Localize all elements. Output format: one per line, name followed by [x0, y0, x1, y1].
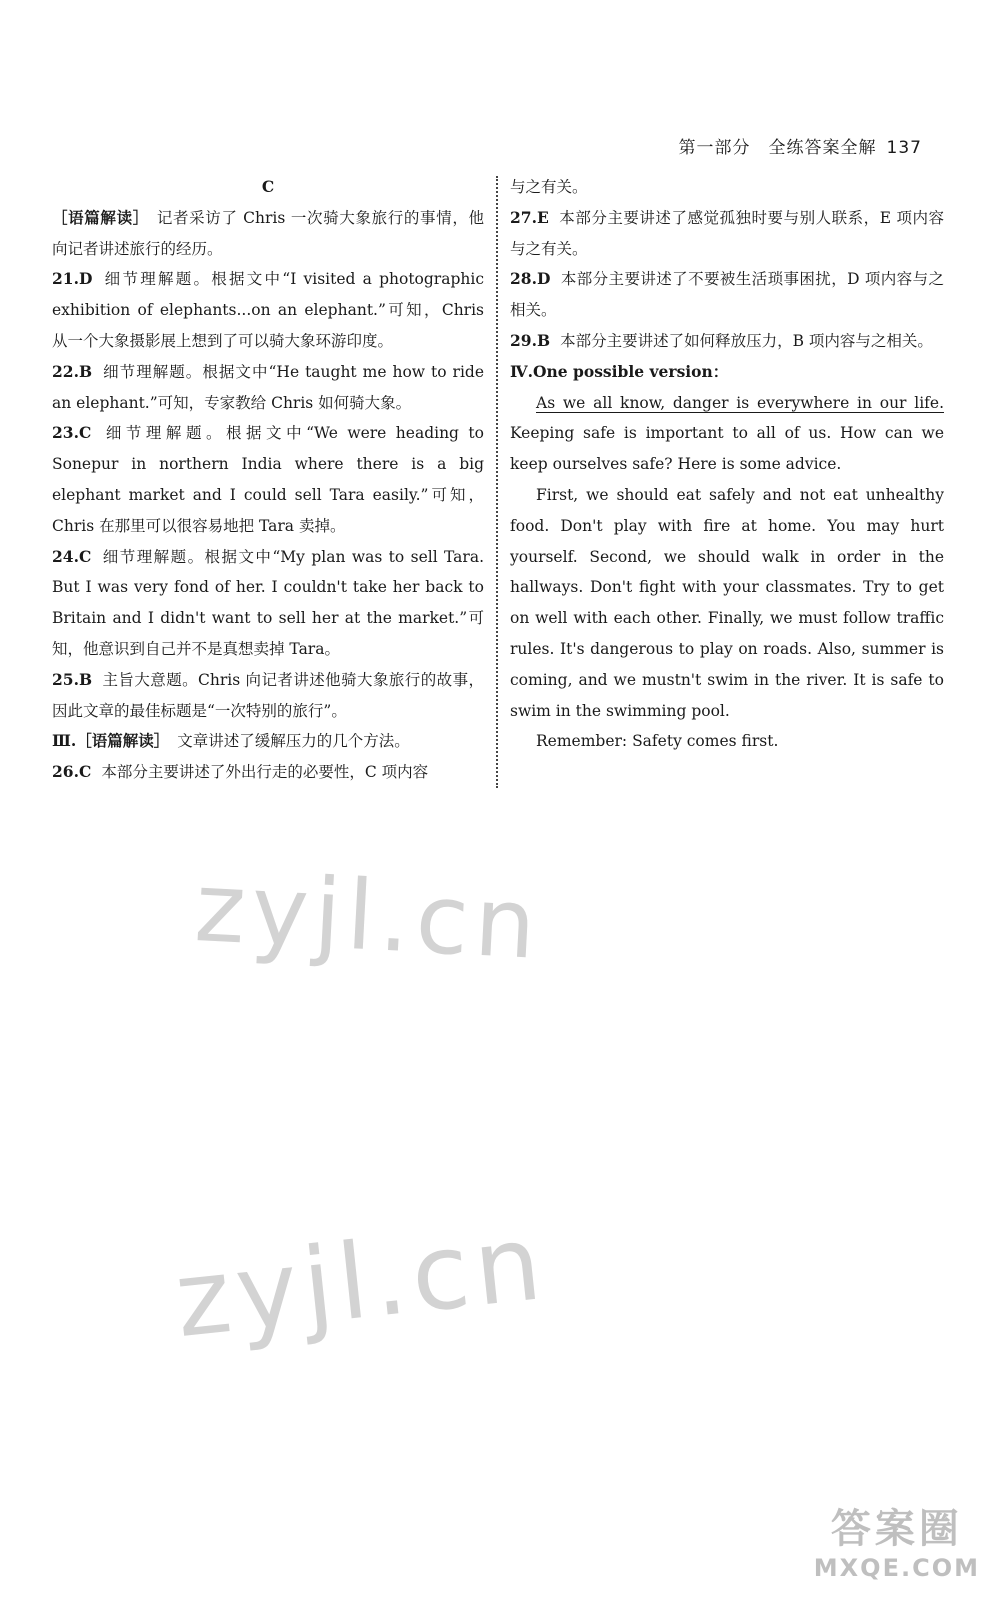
answer-item — [510, 264, 944, 326]
answer-number: 24.C — [52, 546, 92, 566]
answer-item — [52, 264, 484, 356]
answer-number: 25.B — [52, 669, 93, 689]
section3-label: Ⅲ. — [52, 731, 77, 751]
essay-paragraph-2: First, we should eat safely and not eat unhealthy food. Don't play with fire at home. You may hurt yourself. Second, we should walk in order in the hallways. Don't fight with your classmates. Try to get on well with each other. Finally, we must follow traffic rules. It's dangerous to play on roads. Also, summer is coming, and we mustn't swim in the river. It is safe to swim in the swimming pool. — [510, 485, 944, 720]
watermark-2: zyjl.cn — [169, 1200, 553, 1362]
answer-item — [52, 757, 484, 788]
answer-text: 主旨大意题。Chris 向记者讲述他骑大象旅行的故事，因此文章的最佳标题是“一次特别的旅行”。 — [52, 670, 484, 720]
watermark-1: zyjl.cn — [192, 851, 545, 981]
section3-tag: ［语篇解读］ — [76, 731, 170, 751]
page-header — [679, 133, 922, 158]
answer-number: 21.D — [52, 269, 93, 289]
section4-label: Ⅳ. — [510, 361, 533, 381]
answer-item — [510, 326, 944, 357]
answer-text: 本部分主要讲述了如何释放压力，B 项内容与之相关。 — [560, 331, 933, 350]
answer-item — [52, 357, 484, 419]
answer-number: 23.C — [52, 423, 92, 443]
section3-intro — [52, 726, 484, 757]
answer-number: 29.B — [510, 330, 551, 350]
answer-text: 细节理解题。根据文中“I visited a photographic exhibition of elephants...on an elephant.”可知，Chris 从一个大象摄影展上想到了可以骑大象环游印度。 — [52, 270, 484, 350]
essay-first-line: As we all know, danger is everywhere in our life. — [536, 393, 944, 412]
section-label: 第一部分 — [678, 138, 751, 158]
essay-rest: Keeping safe is important to all of us. How can we keep ourselves safe? Here is some advice. — [510, 424, 944, 474]
answer-text: 细节理解题。根据文中“We were heading to Sonepur in northern India where there is a big elephant market and I could sell Tara easily.”可知，Chris 在那里可以很容易地把 Tara 卖掉。 — [52, 424, 484, 535]
section-heading: C — [261, 177, 275, 196]
essay-paragraph-1 — [510, 388, 944, 480]
answer-item — [510, 203, 944, 265]
answer-text: 细节理解题。根据文中“My plan was to sell Tara. But I was very fond of her. I couldn't take her back to Britain and I didn't want to sell her at the market.”可知，他意识到自己并不是真想卖掉 Tara。 — [52, 547, 484, 658]
answer-text: 本部分主要讲述了外出行走的必要性，C 项内容 — [101, 763, 429, 782]
intro-paragraph — [52, 203, 484, 265]
intro-tag: ［语篇解读］ — [52, 207, 149, 227]
answer-item — [52, 542, 484, 665]
answer-text: 本部分主要讲述了感觉孤独时要与别人联系，E 项内容与之有关。 — [510, 208, 944, 258]
answer-text: 本部分主要讲述了不要被生活琐事困扰，D 项内容与之相关。 — [510, 270, 944, 320]
left-column — [52, 172, 484, 788]
logo-top-text: 答案圈 — [830, 1506, 963, 1552]
answer-number: 26.C — [52, 762, 92, 782]
answer-continuation: 与之有关。 — [510, 178, 588, 196]
answer-number: 28.D — [510, 269, 551, 289]
intro-text: 记者采访了 Chris 一次骑大象旅行的事情，他向记者讲述旅行的经历。 — [52, 208, 484, 258]
page-number: 137 — [886, 138, 922, 158]
right-column — [510, 172, 944, 757]
answer-item — [52, 665, 484, 727]
answer-number: 27.E — [510, 207, 549, 227]
section4-heading — [510, 357, 944, 388]
site-logo — [814, 1497, 980, 1582]
section4-title: One possible version： — [533, 361, 729, 381]
column-divider — [496, 176, 498, 788]
essay-paragraph-3: Remember: Safety comes first. — [536, 732, 779, 751]
logo-bottom-text: MXQE.COM — [813, 1554, 980, 1582]
header-title: 全练答案全解 — [768, 138, 877, 158]
answer-number: 22.B — [52, 361, 93, 381]
section3-text: 文章讲述了缓解压力的几个方法。 — [177, 732, 410, 751]
answer-item — [52, 418, 484, 541]
answer-text: 细节理解题。根据文中“He taught me how to ride an elephant.”可知，专家教给 Chris 如何骑大象。 — [52, 362, 484, 412]
